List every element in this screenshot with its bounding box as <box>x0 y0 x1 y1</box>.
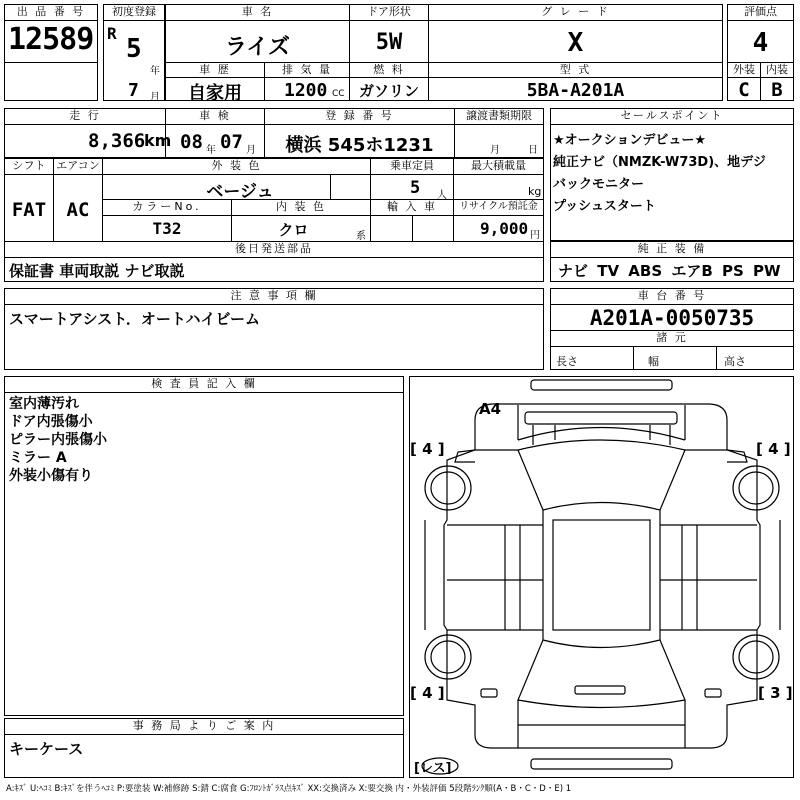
door-type-header: ドア形状 <box>367 5 411 18</box>
color-no: T32 <box>152 219 182 238</box>
fuel-header: 燃 料 <box>373 63 405 76</box>
lot-number-header: 出 品 番 号 <box>16 5 86 18</box>
int-grade: B <box>771 79 783 101</box>
history-header: 車 歴 <box>199 63 231 76</box>
sale-points-header: セールスポイント <box>620 109 724 122</box>
int-color-header: 内 装 色 <box>276 200 326 213</box>
month-unit: 月 <box>150 92 160 103</box>
cc-unit: CC <box>332 89 345 99</box>
lot-number-lower-box <box>4 62 98 101</box>
inspector-note-item: 室内薄汚れ <box>9 396 79 412</box>
first-reg-year: 5 <box>126 34 142 64</box>
capacity-unit: 人 <box>437 190 447 201</box>
inspector-note-item: 外装小傷有り <box>9 468 93 484</box>
ext-color: ベージュ <box>206 182 274 202</box>
office-notes: キーケース <box>9 740 84 758</box>
tire-front-left: [ 4 ] <box>410 440 445 458</box>
tire-rear-right: [ 3 ] <box>758 684 793 702</box>
import-header: 輸 入 車 <box>387 200 437 213</box>
inspection-month: 07 <box>220 131 243 153</box>
inspector-note-item: ミラー A <box>9 450 67 466</box>
damage-code-a4: A4 <box>479 400 502 418</box>
inspection-header: 車 検 <box>199 109 231 122</box>
ext-color-header: 外 装 色 <box>211 159 262 172</box>
inspection-month-unit: 月 <box>246 145 256 156</box>
displacement-header: 排 気 量 <box>282 63 332 76</box>
inspection-year-unit: 年 <box>206 145 216 156</box>
door-type: 5W <box>375 30 403 55</box>
shift: FAT <box>11 199 47 221</box>
mileage-header: 走 行 <box>69 109 101 122</box>
registration-number-header: 登 録 番 号 <box>325 109 394 122</box>
recycle: 9,000 <box>480 219 529 238</box>
sale-point-item: プッシュスタート <box>553 199 656 214</box>
aircon: AC <box>66 199 90 221</box>
sale-point-item: バックモニター <box>553 177 645 192</box>
year-unit: 年 <box>150 66 160 77</box>
first-registration-header: 初度登録 <box>112 5 156 18</box>
recycle-header: リサイクル預託金 <box>459 201 538 212</box>
notes-header: 注 意 事 項 欄 <box>230 289 318 302</box>
inspector-note-item: ピラー内張傷小 <box>9 432 107 448</box>
sale-point-item: ★オークションデビュー★ <box>553 133 707 148</box>
km-unit: km <box>144 131 172 150</box>
spec-height-label: 高さ <box>724 355 746 368</box>
ext-grade: C <box>738 79 750 101</box>
transfer-deadline-header: 譲渡書類期限 <box>466 109 532 122</box>
int-grade-header: 内装 <box>766 63 788 76</box>
transfer-month-unit: 月 <box>490 145 500 156</box>
sale-point-item: 純正ナビ（NMZK-W73D)、地デジ <box>553 155 766 170</box>
score-header: 評価点 <box>744 5 777 18</box>
model-header: 型 式 <box>559 63 592 76</box>
color-no-header: カラーNo. <box>132 200 202 213</box>
era: R <box>107 24 117 43</box>
legend: A:ｷｽﾞ U:ﾍｺﾐ B:ｷｽﾞを伴うﾍｺﾐ P:要塗装 W:補修跡 S:錆 C:腐食 G:ﾌﾛﾝﾄｶﾞﾗｽ点ｷｽﾞ XX:交換済み X:要交換 内・外装評価 5段階ﾗﾝｸ順(A・B・C・D・E) 1 <box>6 784 572 794</box>
capacity: 5 <box>410 178 421 198</box>
car-diagram-box <box>409 376 794 778</box>
capacity-header: 乗車定員 <box>390 159 434 172</box>
later-parts: 保証書 車両取説 ナビ取説 <box>9 262 185 280</box>
office-notes-header: 事 務 局 よ り ご 案 内 <box>132 719 276 732</box>
registration-number: 横浜 545ホ1231 <box>285 135 434 156</box>
spec-length-label: 長さ <box>556 355 578 368</box>
int-color-unit: 系 <box>356 231 366 242</box>
fuel: ガソリン <box>358 82 419 100</box>
std-equipment-header: 純 正 装 備 <box>637 242 707 255</box>
score: 4 <box>752 28 769 58</box>
first-reg-month: 7 <box>128 80 139 101</box>
later-parts-header: 後日発送部品 <box>235 242 313 255</box>
notes: スマートアシスト．オートハイビーム <box>9 310 260 328</box>
std-equipment: ナビ TV ABS エアB PS PW <box>558 262 781 280</box>
aircon-header: エアコン <box>56 159 100 172</box>
max-load-header: 最大積載量 <box>471 159 526 172</box>
inspector-note-item: ドア内張傷小 <box>9 414 93 430</box>
inspection-year: 08 <box>180 131 203 153</box>
specs-header: 諸 元 <box>656 331 688 344</box>
sale-points-list <box>553 130 793 218</box>
displacement: 1200 <box>284 80 328 101</box>
spare-tire: [レス] <box>414 761 452 776</box>
spec-width-label: 幅 <box>648 355 659 368</box>
lot-number: 12589 <box>8 22 94 57</box>
history: 自家用 <box>188 83 242 104</box>
ext-grade-header: 外装 <box>733 63 755 76</box>
grade: X <box>567 28 584 58</box>
car-name-header: 車 名 <box>241 5 274 18</box>
chassis-number-header: 車 台 番 号 <box>637 289 707 302</box>
tire-rear-left: [ 4 ] <box>410 684 445 702</box>
inspector-notes-header: 検 査 員 記 入 欄 <box>151 377 257 390</box>
inspector-notes-list <box>9 395 399 485</box>
car-name: ライズ <box>224 35 291 60</box>
tire-front-right: [ 4 ] <box>756 440 791 458</box>
model: 5BA-A201A <box>526 80 625 101</box>
transfer-day-unit: 日 <box>528 145 538 156</box>
shift-header: シフト <box>12 159 46 172</box>
grade-header: グ レ ー ド <box>541 5 610 18</box>
mileage: 8,366 <box>88 130 146 152</box>
chassis-number: A201A-0050735 <box>589 306 755 330</box>
yen-unit: 円 <box>530 230 540 241</box>
int-color: クロ <box>278 221 309 239</box>
kg-unit: kg <box>528 185 542 198</box>
